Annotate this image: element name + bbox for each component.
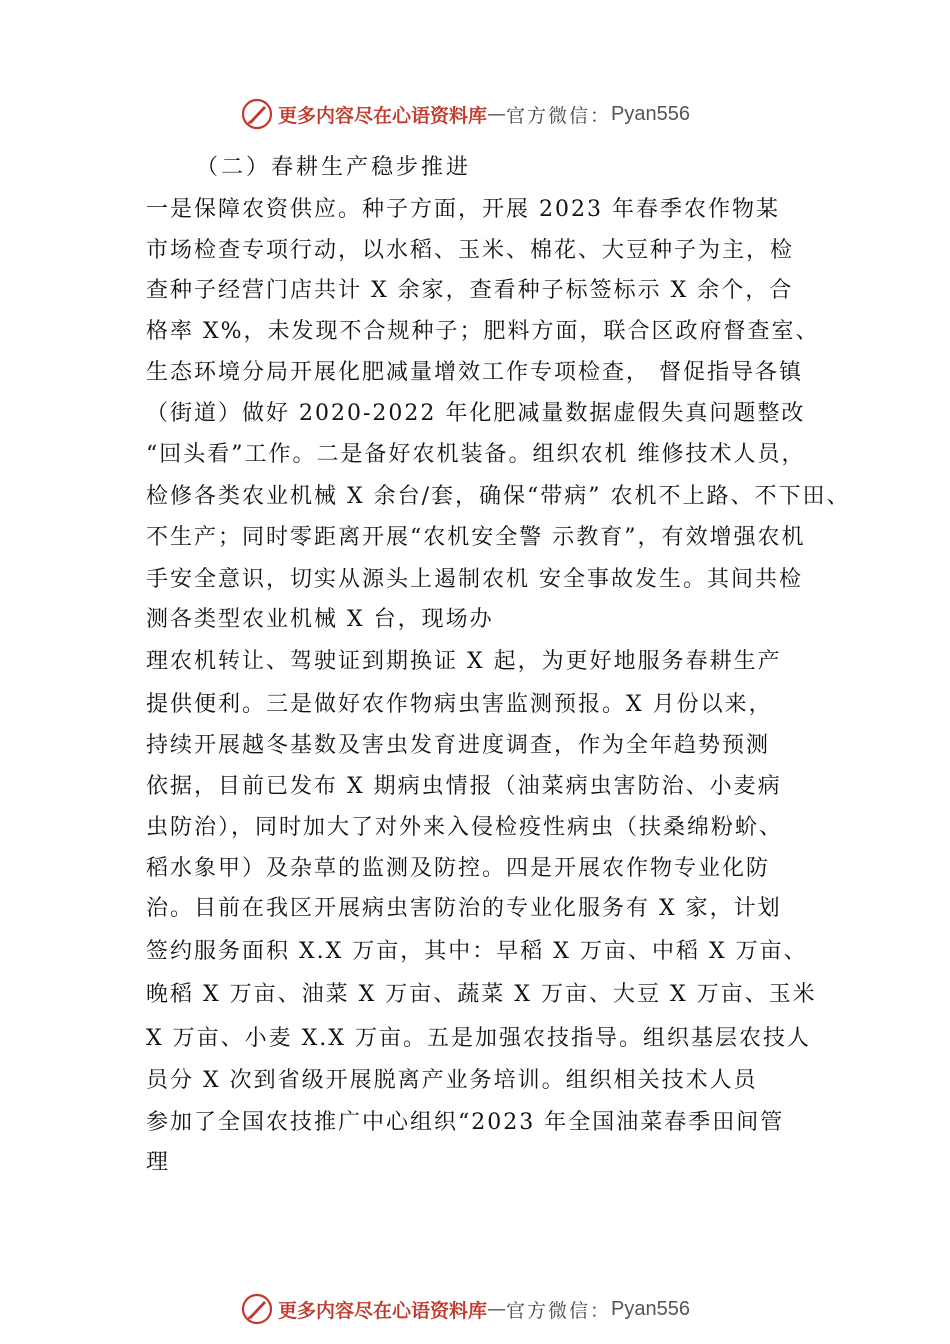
paragraph-line: 格率 X%，未发现不合规种子；肥料方面，联合区政府督查室、: [146, 319, 820, 344]
paragraph-line: 签约服务面积 X.X 万亩，其中：早稻 X 万亩、中稻 X 万亩、: [146, 939, 808, 964]
paragraph-line: 依据，目前已发布 X 期病虫情报（油菜病虫害防治、小麦病: [146, 774, 782, 799]
paragraph-line: 稻水象甲）及杂草的监测及防控。四是开展农作物专业化防: [146, 856, 771, 881]
paragraph-line: （街道）做好 2020-2022 年化肥减量数据虚假失真问题整改: [146, 401, 806, 426]
paragraph-line: 晚稻 X 万亩、油菜 X 万亩、蔬菜 X 万亩、大豆 X 万亩、玉米: [146, 982, 817, 1007]
paragraph-line: 检修各类农业机械 X 余台/套，确保“带病” 农机不上路、不下田、: [146, 484, 851, 509]
watermark-account: Pyan556: [611, 1297, 690, 1320]
paragraph-line: 员分 X 次到省级开展脱离产业务培训。组织相关技术人员: [146, 1068, 758, 1093]
watermark-label: 官方微信：: [506, 1299, 612, 1322]
paragraph-line: 参加了全国农技推广中心组织“2023 年全国油菜春季田间管: [146, 1110, 785, 1135]
paragraph-line: 市场检查专项行动，以水稻、玉米、棉花、大豆种子为主，检: [146, 238, 795, 263]
paragraph-line: 测各类型农业机械 X 台，现场办: [146, 607, 494, 632]
watermark-brand: 更多内容尽在心语资料库: [278, 104, 488, 127]
section-heading: （二）春耕生产稳步推进: [196, 155, 472, 180]
watermark-separator: —: [487, 1298, 507, 1320]
quill-seal-icon: [240, 1292, 274, 1326]
paragraph-line: 持续开展越冬基数及害虫发育进度调查，作为全年趋势预测: [146, 733, 771, 758]
paragraph-line: 治。目前在我区开展病虫害防治的专业化服务有 X 家，计划: [146, 896, 782, 921]
paragraph-line: 生态环境分局开展化肥减量增效工作专项检查， 督促指导各镇: [146, 360, 803, 385]
paragraph-line: 手安全意识，切实从源头上遏制农机 安全事故发生。其间共检: [146, 567, 803, 592]
quill-seal-icon: [240, 97, 274, 131]
paragraph-line: 提供便利。三是做好农作物病虫害监测预报。X 月份以来，: [146, 692, 773, 717]
paragraph-line: 虫防治），同时加大了对外来入侵检疫性病虫（扶桑绵粉蚧、: [146, 815, 784, 840]
footer-watermark: [240, 1291, 690, 1327]
watermark-label: 官方微信：: [506, 104, 612, 127]
watermark-account: Pyan556: [611, 102, 690, 125]
paragraph-line: “回头看”工作。二是备好农机装备。组织农机 维修技术人员，: [146, 442, 806, 467]
watermark-brand: 更多内容尽在心语资料库: [278, 1299, 488, 1322]
paragraph-line: X 万亩、小麦 X.X 万亩。五是加强农技指导。组织基层农技人: [146, 1026, 811, 1051]
paragraph-line: 一是保障农资供应。种子方面，开展 2023 年春季农作物某: [146, 197, 780, 222]
header-watermark: [240, 96, 690, 132]
watermark-separator: —: [487, 103, 507, 125]
paragraph-line: 查种子经营门店共计 X 余家，查看种子标签标示 X 余个，合: [146, 278, 794, 303]
paragraph-line: 不生产；同时零距离开展“农机安全警 示教育”，有效增强农机: [146, 525, 806, 550]
paragraph-line: 理农机转让、驾驶证到期换证 X 起，为更好地服务春耕生产: [146, 649, 782, 674]
paragraph-line: 理: [146, 1150, 171, 1175]
